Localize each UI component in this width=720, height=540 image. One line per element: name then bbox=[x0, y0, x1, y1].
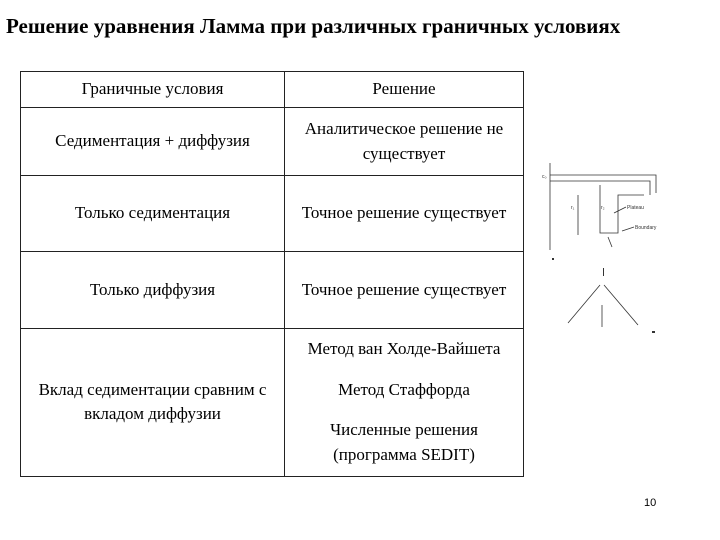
solution-cell: Аналитическое решение не существует bbox=[285, 108, 524, 176]
figure-label-c0: c₀ bbox=[542, 174, 547, 180]
figure-mark bbox=[652, 331, 655, 333]
table-row bbox=[21, 176, 524, 252]
method-stafford: Метод Стаффорда bbox=[338, 379, 470, 399]
figure-mark bbox=[552, 258, 554, 260]
figure-label-r2: r₂ bbox=[601, 205, 605, 211]
method-van-holde-weischet: Метод ван Холде-Вайшета bbox=[307, 339, 501, 358]
header-solution: Решение bbox=[285, 72, 524, 108]
table-row bbox=[21, 108, 524, 176]
header-boundary-conditions: Граничные условия bbox=[21, 72, 285, 108]
condition-cell: Только диффузия bbox=[21, 252, 285, 329]
condition-cell: Вклад седиментации сравним с вкладом диффузии bbox=[21, 329, 285, 477]
boundary-pointer bbox=[622, 227, 634, 231]
figure-label-r1: r₁ bbox=[571, 205, 575, 211]
arrow bbox=[608, 237, 612, 247]
boundary-conditions-table bbox=[20, 71, 524, 477]
method-numerical-sedit: Численные решения (программа SEDIT) bbox=[330, 420, 478, 464]
figure-mark bbox=[603, 268, 604, 276]
methods-cell bbox=[285, 329, 524, 477]
concentration-profile bbox=[550, 175, 656, 193]
figure-label-boundary: Boundary bbox=[635, 225, 657, 231]
sedimentation-diagram bbox=[538, 155, 663, 335]
figure-label-plateau: Plateau bbox=[627, 205, 644, 211]
page-number: 10 bbox=[644, 497, 657, 509]
slide-title: Решение уравнения Ламма при различных граничных условиях bbox=[6, 14, 621, 38]
sector-line bbox=[568, 285, 600, 323]
solution-cell: Точное решение существует bbox=[285, 252, 524, 329]
table-header-row bbox=[21, 72, 524, 108]
condition-cell: Только седиментация bbox=[21, 176, 285, 252]
sector-line bbox=[604, 285, 638, 325]
solution-cell: Точное решение существует bbox=[285, 176, 524, 252]
plateau-pointer bbox=[614, 207, 626, 213]
table-row bbox=[21, 329, 524, 477]
table-row bbox=[21, 252, 524, 329]
condition-cell: Седиментация + диффузия bbox=[21, 108, 285, 176]
